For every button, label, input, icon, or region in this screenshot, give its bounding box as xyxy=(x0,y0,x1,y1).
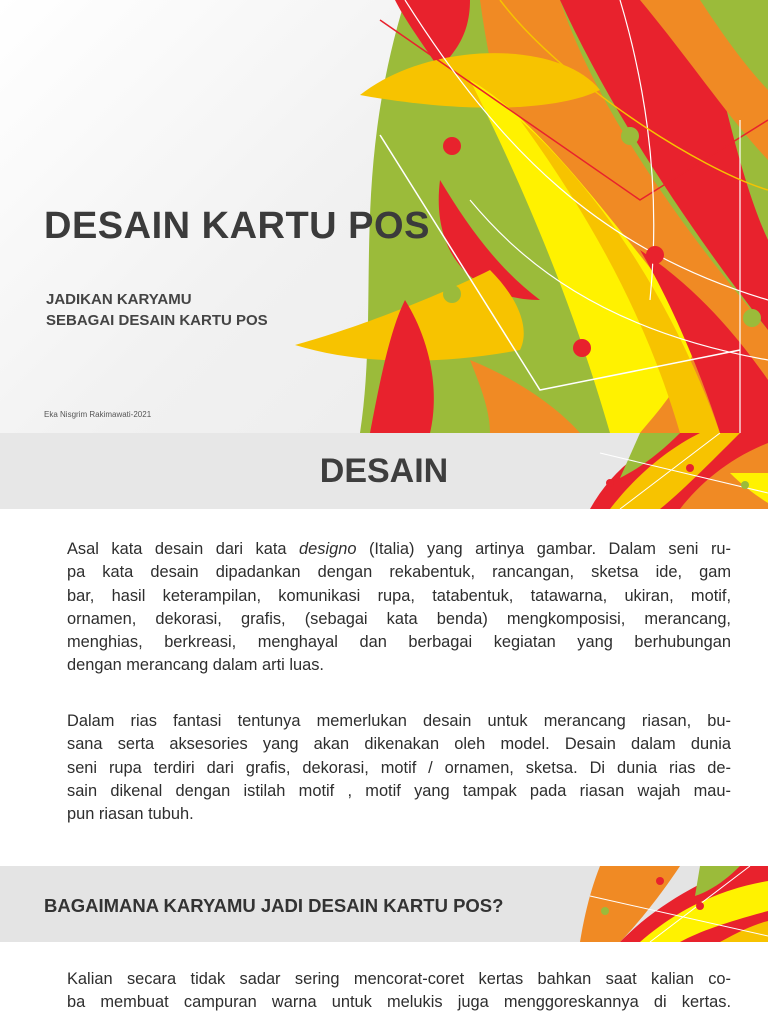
emphasis-term: designo xyxy=(299,540,357,558)
desain-paragraph-1 xyxy=(67,538,731,678)
paragraph-line: bar, hasil keterampilan, komunikasi rupa, tatabentuk, tatawarna, ukiran, motif, xyxy=(67,586,731,605)
paragraph-line: menghias, berkreasi, menghayal dan berbagai kegiatan yang berhubungan xyxy=(67,633,731,652)
author-credit: Eka Nisgrim Rakimawati-2021 xyxy=(44,410,152,419)
paragraph-line: Dalam rias fantasi tentunya memerlukan desain untuk merancang riasan, bu- xyxy=(67,712,731,730)
paragraph-line: Asal kata desain dari kata designo (Italia) yang artinya gambar. Dalam seni ru- xyxy=(67,540,731,558)
paragraph-line: seni rupa terdiri dari grafis, dekorasi, motif / ornamen, sketsa. Di dunia rias de- xyxy=(67,758,731,777)
paragraph-line: ba membuat campuran warna untuk melukis juga menggoreskannya di kertas. xyxy=(67,993,731,1012)
question-paragraph-1 xyxy=(67,968,731,1015)
paragraph-line: dengan merancang dalam arti luas. xyxy=(67,656,324,675)
paragraph-line: pun riasan tubuh. xyxy=(67,805,194,824)
section-heading-question: BAGAIMANA KARYAMU JADI DESAIN KARTU POS? xyxy=(44,895,504,916)
subtitle-line-1: JADIKAN KARYAMU xyxy=(46,291,192,308)
desain-paragraph-2 xyxy=(67,710,731,826)
paragraph-line: sain dikenal dengan istilah motif , motif yang tampak pada riasan wajah mau- xyxy=(67,781,731,800)
title-slide-heading: DESAIN KARTU POS xyxy=(44,205,430,247)
paragraph-line: Kalian secara tidak sadar sering mencorat-coret kertas bahkan saat kalian co- xyxy=(67,970,731,988)
subtitle-line-2: SEBAGAI DESAIN KARTU POS xyxy=(46,312,268,329)
paragraph-line: sana serta aksesories yang akan dikenakan oleh model. Desain dalam dunia xyxy=(67,735,731,754)
title-slide xyxy=(0,0,768,433)
title-slide-subtitle xyxy=(46,289,268,331)
section-heading-desain: DESAIN xyxy=(319,452,449,490)
paragraph-line: ornamen, dekorasi, grafis, (sebagai kata benda) mengkomposisi, merancang, xyxy=(67,609,731,628)
paragraph-line: pa kata desain dipadankan dengan rekabentuk, rancangan, sketsa ide, gam xyxy=(67,563,731,582)
